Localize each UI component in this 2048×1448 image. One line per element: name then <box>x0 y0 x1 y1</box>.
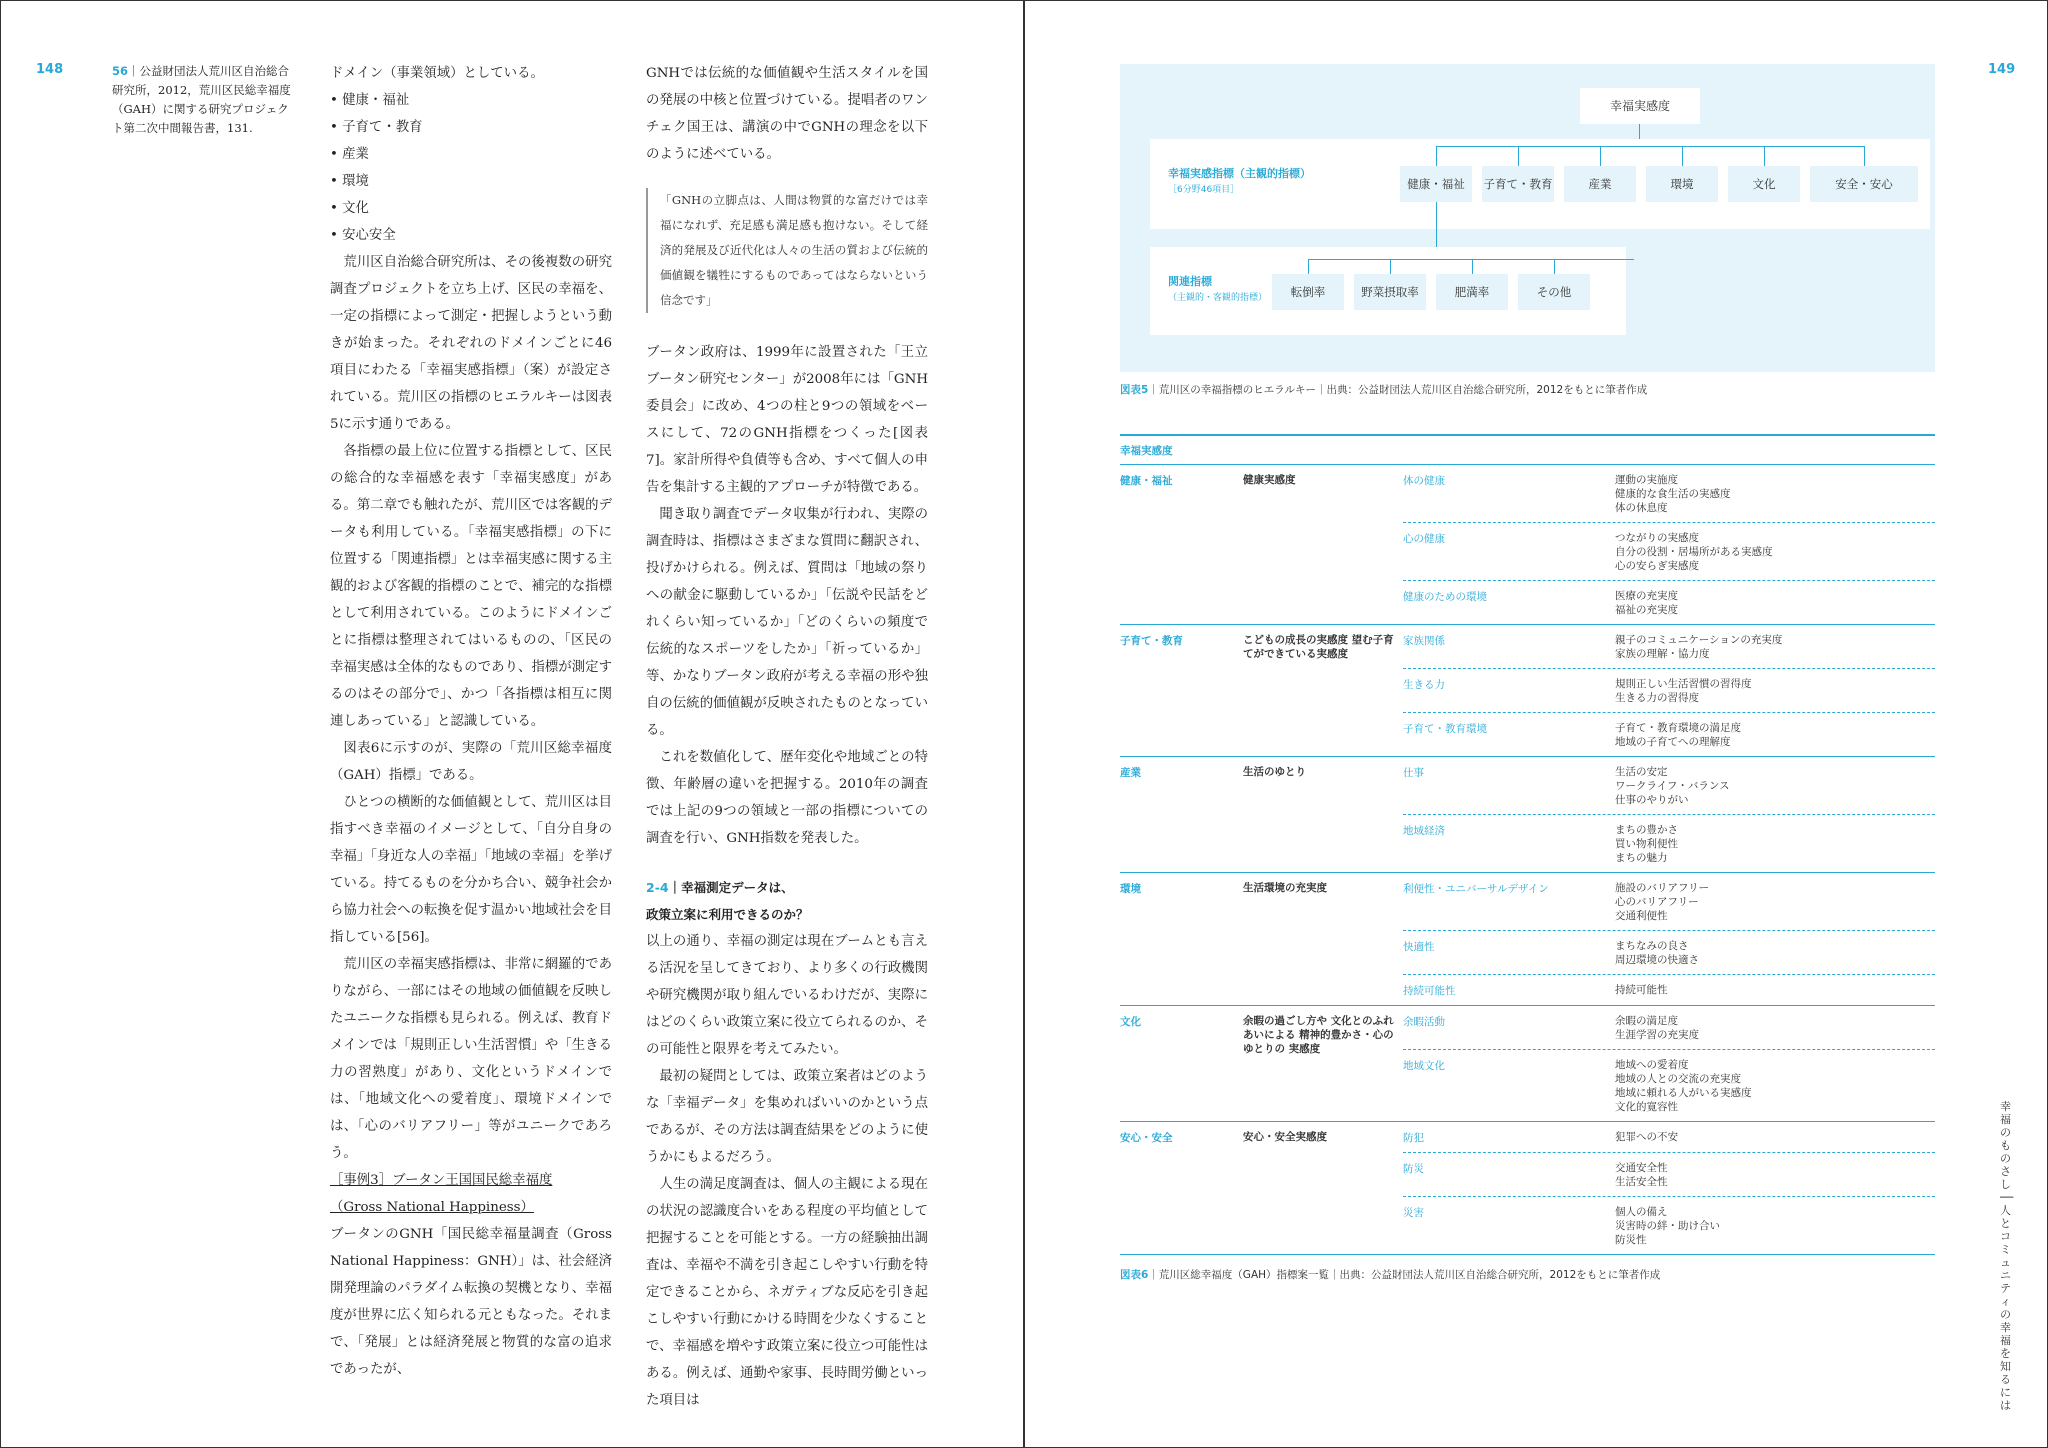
item: 運動の実施度 <box>1615 474 1678 486</box>
paragraph: 図表6に示すのが、実際の「荒川区総幸福度（GAH）指標」である。 <box>330 741 612 783</box>
item-list <box>1615 1006 1935 1049</box>
item: 生きる力の習得度 <box>1615 692 1699 704</box>
item: 地域に頼れる人がいる実感度 <box>1615 1087 1752 1099</box>
level1-node: 産業 <box>1564 166 1636 202</box>
level1-node: 子育て・教育 <box>1482 166 1554 202</box>
sub-indicator-name: 災害 <box>1403 1207 1424 1219</box>
table-row <box>1403 974 1935 1005</box>
figure5-caption-text: ｜荒川区の幸福指標のヒエラルキー｜出典：公益財団法人荒川区自治総合研究所，2012をもとに筆者作成 <box>1148 384 1648 396</box>
item: つながりの実感度 <box>1615 532 1699 544</box>
item: 仕事のやりがい <box>1615 794 1689 806</box>
table-row <box>1403 814 1935 872</box>
domain-cell: 環境 <box>1120 883 1141 895</box>
level2-subtitle: （主観的・客観的指標） <box>1168 293 1268 303</box>
table-group <box>1120 465 1935 625</box>
item: 健康的な食生活の実感度 <box>1615 488 1731 500</box>
paragraph: ブータンのGNH「国民総幸福量調査（Gross National Happiness：GNH）」は、社会経済開発理論のパラダイム転換の契機となり、幸福度が世界に広く知られる元ともなった。それまで、「発展」とは経済発展と物質的な富の追求であったが、 <box>330 1227 612 1377</box>
sub-indicator-list <box>1403 1122 1935 1254</box>
paragraph: これを数値化して、歴年変化や地域ごとの特徴、年齢層の違いを把握する。2010年の調査では上記の9つの領域と一部の指標についての調査を行い、GNH指数を発表した。 <box>646 750 928 846</box>
table-row <box>1403 712 1935 756</box>
sub-indicator-name: 子育て・教育環境 <box>1403 723 1487 735</box>
item: 余暇の満足度 <box>1615 1015 1678 1027</box>
connector-line <box>1518 146 1519 166</box>
item: まちの豊かさ <box>1615 824 1678 836</box>
item: 交通安全性 <box>1615 1162 1668 1174</box>
paragraph: GNHでは伝統的な価値観や生活スタイルを国の発展の中核と位置づけている。提唱者のワンチェク国王は、講演の中でGNHの理念を以下のように述べている。 <box>646 66 928 162</box>
quote-block: 「GNHの立脚点は、人間は物質的な富だけでは幸福になれず、充足感も満足感も抱けない。そして経済的発展及び近代化は人々の生活の質および伝統的価値観を犠牲にするものであってはならないという信念です」 <box>646 188 928 313</box>
case-heading: ［事例3］ブータン王国国民総幸福度 <box>330 1173 553 1188</box>
sub-indicator-name: 家族関係 <box>1403 635 1445 647</box>
indicator-table <box>1120 434 1935 1255</box>
item: 子育て・教育環境の満足度 <box>1615 722 1741 734</box>
table-row <box>1403 465 1935 522</box>
paragraph: ひとつの横断的な価値観として、荒川区は目指すべき幸福のイメージとして、「自分自身の幸福」「身近な人の幸福」「地域の幸福」を挙げている。持てるものを分かち合い、競争社会から協力社会への転換を促す温かい地域社会を目指している[56]。 <box>330 795 612 945</box>
text-column-2 <box>646 60 928 1414</box>
level2-node: 野菜摂取率 <box>1354 274 1426 310</box>
case-subheading: （Gross National Happiness） <box>330 1200 534 1215</box>
table-row <box>1403 873 1935 930</box>
connector-line <box>1864 146 1865 166</box>
paragraph: 聞き取り調査でデータ収集が行われ、実際の調査時は、指標はさまざまな質問に翻訳され、投げかけられる。例えば、質問は「地域の祭りへの献金に駆動しているか」「伝説や民話をどれくらい知っているか」「どのくらいの頻度で伝統的なスポーツをしたか」「祈っているか」等、かなりブータン政府が考える幸福の形や独自の伝統的価値観が反映されたものとなっている。 <box>646 507 929 738</box>
item: 心の安らぎ実感度 <box>1615 560 1699 572</box>
level2-node: その他 <box>1518 274 1590 310</box>
connector-line <box>1472 259 1473 274</box>
level2-title: 関連指標 <box>1168 275 1212 288</box>
table-row <box>1403 522 1935 580</box>
item: 犯罪への不安 <box>1615 1131 1678 1143</box>
item: 文化的寛容性 <box>1615 1101 1678 1113</box>
sub-indicator-list <box>1403 465 1935 624</box>
item-list <box>1615 975 1935 1005</box>
domain-item: • 環境 <box>330 174 369 189</box>
domain-cell: 産業 <box>1120 767 1141 779</box>
indicator-cell: 余暇の過ごし方や 文化とのふれあいによる 精神的豊かさ・心のゆとりの 実感度 <box>1243 1015 1394 1055</box>
item: 個人の備え <box>1615 1206 1668 1218</box>
paragraph: 以上の通り、幸福の測定は現在ブームとも言える活況を呈してきており、より多くの行政機関や研究機関が取り組んでいるわけだが、実際にはどのくらい政策立案に役立てられるのか、その可能性と限界を考えてみたい。 <box>646 934 928 1057</box>
item: 防災性 <box>1615 1234 1647 1246</box>
level1-node: 安全・安心 <box>1810 166 1918 202</box>
item-list <box>1615 1122 1935 1152</box>
item: 買い物利便性 <box>1615 838 1678 850</box>
table-body <box>1120 465 1935 1255</box>
item-list <box>1615 1050 1935 1121</box>
level1-node: 健康・福祉 <box>1400 166 1472 202</box>
connector-line <box>1308 259 1309 274</box>
sub-indicator-name: 地域経済 <box>1403 825 1445 837</box>
item: まちなみの良さ <box>1615 940 1689 952</box>
section-title-line1: 幸福測定データは、 <box>681 880 794 895</box>
indicator-cell: 安心・安全実感度 <box>1243 1131 1327 1143</box>
sub-indicator-list <box>1403 625 1935 756</box>
item: 持続可能性 <box>1615 984 1668 996</box>
item: 家族の理解・協力度 <box>1615 648 1710 660</box>
item: 規則正しい生活習慣の習得度 <box>1615 678 1752 690</box>
domain-item: • 文化 <box>330 201 369 216</box>
table-header: 幸福実感度 <box>1120 434 1935 465</box>
footnote-number: 56 <box>112 64 129 78</box>
table-group <box>1120 625 1935 757</box>
domain-cell: 子育て・教育 <box>1120 635 1183 647</box>
level2-label <box>1168 274 1267 306</box>
item: 生涯学習の充実度 <box>1615 1029 1699 1041</box>
footnote <box>112 62 292 138</box>
item: ワークライフ・バランス <box>1615 780 1730 792</box>
sub-indicator-name: 快適性 <box>1403 941 1435 953</box>
section-title-line2: 政策立案に利用できるのか？ <box>646 907 809 922</box>
sub-indicator-name: 防災 <box>1403 1163 1424 1175</box>
connector-line <box>1764 146 1765 166</box>
connector-line <box>1308 259 1634 260</box>
paragraph: 荒川区自治総合研究所は、その後複数の研究調査プロジェクトを立ち上げ、区民の幸福を、一定の指標によって測定・把握しようという動きが始まった。それぞれのドメインごとに46項目にわたる「幸福実感指標」（案）が設定されている。荒川区の指標のヒエラルキーは図表5に示す通りである。 <box>330 255 612 432</box>
item-list <box>1615 815 1935 872</box>
item: 心のバリアフリー <box>1615 896 1699 908</box>
item: 体の休息度 <box>1615 502 1668 514</box>
item: まちの魅力 <box>1615 852 1668 864</box>
item: 生活安全性 <box>1615 1176 1668 1188</box>
paragraph: ドメイン（事業領域）としている。 <box>330 66 544 81</box>
table-row <box>1403 580 1935 624</box>
paragraph: 人生の満足度調査は、個人の主観による現在の状況の認識度合いをある程度の平均値として把握することを可能とする。一方の経験抽出調査は、幸福や不満を引き起こしやすい行動を特定できることから、ネガティブな反応を引き起こしやすい行動にかける時間を少なくすることで、幸福感を増やす政策立案に役立つ可能性はある。例えば、通勤や家事、長時間労働といった項目は <box>646 1177 928 1408</box>
item: 周辺環境の快適さ <box>1615 954 1699 966</box>
item-list <box>1615 757 1935 814</box>
table-row <box>1403 1122 1935 1152</box>
item: 福祉の充実度 <box>1615 604 1678 616</box>
page-number-left: 148 <box>36 62 64 77</box>
indicator-cell: 生活環境の充実度 <box>1243 882 1327 894</box>
connector-line <box>1554 259 1555 274</box>
page-gutter <box>1023 0 1025 1448</box>
sub-indicator-name: 健康のための環境 <box>1403 591 1487 603</box>
table-row <box>1403 1196 1935 1254</box>
domain-item: • 子育て・教育 <box>330 120 423 135</box>
domain-cell: 健康・福祉 <box>1120 475 1173 487</box>
level2-node: 肥満率 <box>1436 274 1508 310</box>
item-list <box>1615 625 1935 668</box>
level1-title: 幸福実感指標（主観的指標） <box>1168 167 1311 180</box>
sub-indicator-list <box>1403 1006 1935 1121</box>
page-number-right: 149 <box>1988 62 2016 77</box>
domain-cell: 安心・安全 <box>1120 1132 1173 1144</box>
indicator-cell: 生活のゆとり <box>1243 766 1306 778</box>
figure6-number: 図表6 <box>1120 1269 1149 1281</box>
item-list <box>1615 581 1935 624</box>
paragraph: 各指標の最上位に位置する指標として、区民の総合的な幸福感を表す「幸福実感度」がある。第二章でも触れたが、荒川区では客観的データも利用している。「幸福実感指標」の下に位置する「関連指標」とは幸福実感に関する主観的および客観的指標のことで、補完的な指標として利用されている。このようにドメインごとに指標は整理されてはいるものの、「区民の幸福実感は全体的なものであり、指標が測定するのはその部分で」、かつ「各指標は相互に関連しあっている」と認識している。 <box>330 444 612 729</box>
table-row <box>1403 625 1935 668</box>
level1-node: 環境 <box>1646 166 1718 202</box>
item: 地域の子育てへの理解度 <box>1615 736 1731 748</box>
item: 災害時の絆・助け合い <box>1615 1220 1720 1232</box>
domain-item: • 安心安全 <box>330 228 396 243</box>
table-group <box>1120 1122 1935 1255</box>
sub-indicator-list <box>1403 757 1935 872</box>
item-list <box>1615 713 1935 756</box>
table-row <box>1403 1152 1935 1196</box>
level1-label <box>1168 166 1311 198</box>
item-list <box>1615 1153 1935 1196</box>
connector-line <box>1600 146 1601 166</box>
table-row <box>1403 668 1935 712</box>
item: 施設のバリアフリー <box>1615 882 1710 894</box>
item: 自分の役割・居場所がある実感度 <box>1615 546 1773 558</box>
domain-cell: 文化 <box>1120 1016 1141 1028</box>
figure5-caption <box>1120 382 1647 397</box>
table-row <box>1403 757 1935 814</box>
connector-line <box>1436 146 1864 147</box>
item-list <box>1615 873 1935 930</box>
table-row <box>1403 1006 1935 1049</box>
footnote-text: ｜公益財団法人荒川区自治総合研究所，2012，荒川区民総幸福度（GAH）に関する研究プロジェクト第二次中間報告書，131. <box>112 64 291 135</box>
hierarchy-diagram <box>1120 64 1935 372</box>
item: 医療の充実度 <box>1615 590 1678 602</box>
item: 交通利便性 <box>1615 910 1668 922</box>
running-title: 幸福のものさし──人とコミュニティの幸福を知るには <box>2000 1100 2014 1412</box>
connector-line <box>1390 259 1391 274</box>
table-group <box>1120 873 1935 1006</box>
figure6-caption <box>1120 1267 1660 1282</box>
paragraph: ブータン政府は、1999年に設置された「王立ブータン研究センター」が2008年には「GNH委員会」に改め、4つの柱と9つの領域をベースにして、72のGNH指標をつくった[図表7]。家計所得や負債等も含め、すべて個人の申告を集計する主観的アプローチが特徴である。 <box>646 345 928 495</box>
paragraph: 最初の疑問としては、政策立案者はどのような「幸福データ」を集めればいいのかという点であるが、その方法は調査結果をどのように使うかにもよるだろう。 <box>646 1069 928 1165</box>
connector-line <box>1436 146 1437 166</box>
figure5-number: 図表5 <box>1120 384 1149 396</box>
sub-indicator-name: 利便性・ユニバーサルデザイン <box>1403 883 1549 895</box>
section-number: 2-4 <box>646 880 669 895</box>
level1-node: 文化 <box>1728 166 1800 202</box>
item-list <box>1615 523 1935 580</box>
table-row <box>1403 1049 1935 1121</box>
level1-subtitle: ［6分野46項目］ <box>1168 185 1240 195</box>
connector-line <box>1682 146 1683 166</box>
table-row <box>1403 930 1935 974</box>
item-list <box>1615 669 1935 712</box>
sub-indicator-name: 防犯 <box>1403 1132 1424 1144</box>
domain-item: • 産業 <box>330 147 369 162</box>
sub-indicator-name: 心の健康 <box>1403 533 1445 545</box>
level2-node: 転倒率 <box>1272 274 1344 310</box>
sub-indicator-name: 地域文化 <box>1403 1060 1445 1072</box>
item: 親子のコミュニケーションの充実度 <box>1615 634 1783 646</box>
sub-indicator-name: 仕事 <box>1403 767 1424 779</box>
figure6-caption-text: ｜荒川区総幸福度（GAH）指標案一覧｜出典：公益財団法人荒川区自治総合研究所，2012をもとに筆者作成 <box>1148 1269 1661 1281</box>
item-list <box>1615 465 1935 522</box>
sub-indicator-name: 体の健康 <box>1403 475 1445 487</box>
indicator-cell: 健康実感度 <box>1243 474 1296 486</box>
table-group <box>1120 757 1935 873</box>
section-heading: 2-4｜幸福測定データは、 政策立案に利用できるのか？ <box>646 880 809 922</box>
item-list <box>1615 1197 1935 1254</box>
item-list <box>1615 931 1935 974</box>
sub-indicator-name: 生きる力 <box>1403 679 1445 691</box>
table-group <box>1120 1006 1935 1122</box>
sub-indicator-name: 持続可能性 <box>1403 985 1456 997</box>
domain-item: • 健康・福祉 <box>330 93 410 108</box>
item: 地域の人との交流の充実度 <box>1615 1073 1741 1085</box>
paragraph: 荒川区の幸福実感指標は、非常に網羅的でありながら、一部にはその地域の価値観を反映したユニークな指標も見られる。例えば、教育ドメインでは「規則正しい生活習慣」や「生きる力の習熟度」があり、文化というドメインでは、「地域文化への愛着度」、環境ドメインでは、「心のバリアフリー」等がユニークであろう。 <box>330 957 612 1161</box>
sub-indicator-name: 余暇活動 <box>1403 1016 1445 1028</box>
top-node: 幸福実感度 <box>1580 88 1700 124</box>
text-column-1 <box>330 60 612 1383</box>
indicator-cell: こどもの成長の実感度 望む子育てができている実感度 <box>1243 634 1394 660</box>
sub-indicator-list <box>1403 873 1935 1005</box>
item: 生活の安定 <box>1615 766 1668 778</box>
item: 地域への愛着度 <box>1615 1059 1689 1071</box>
